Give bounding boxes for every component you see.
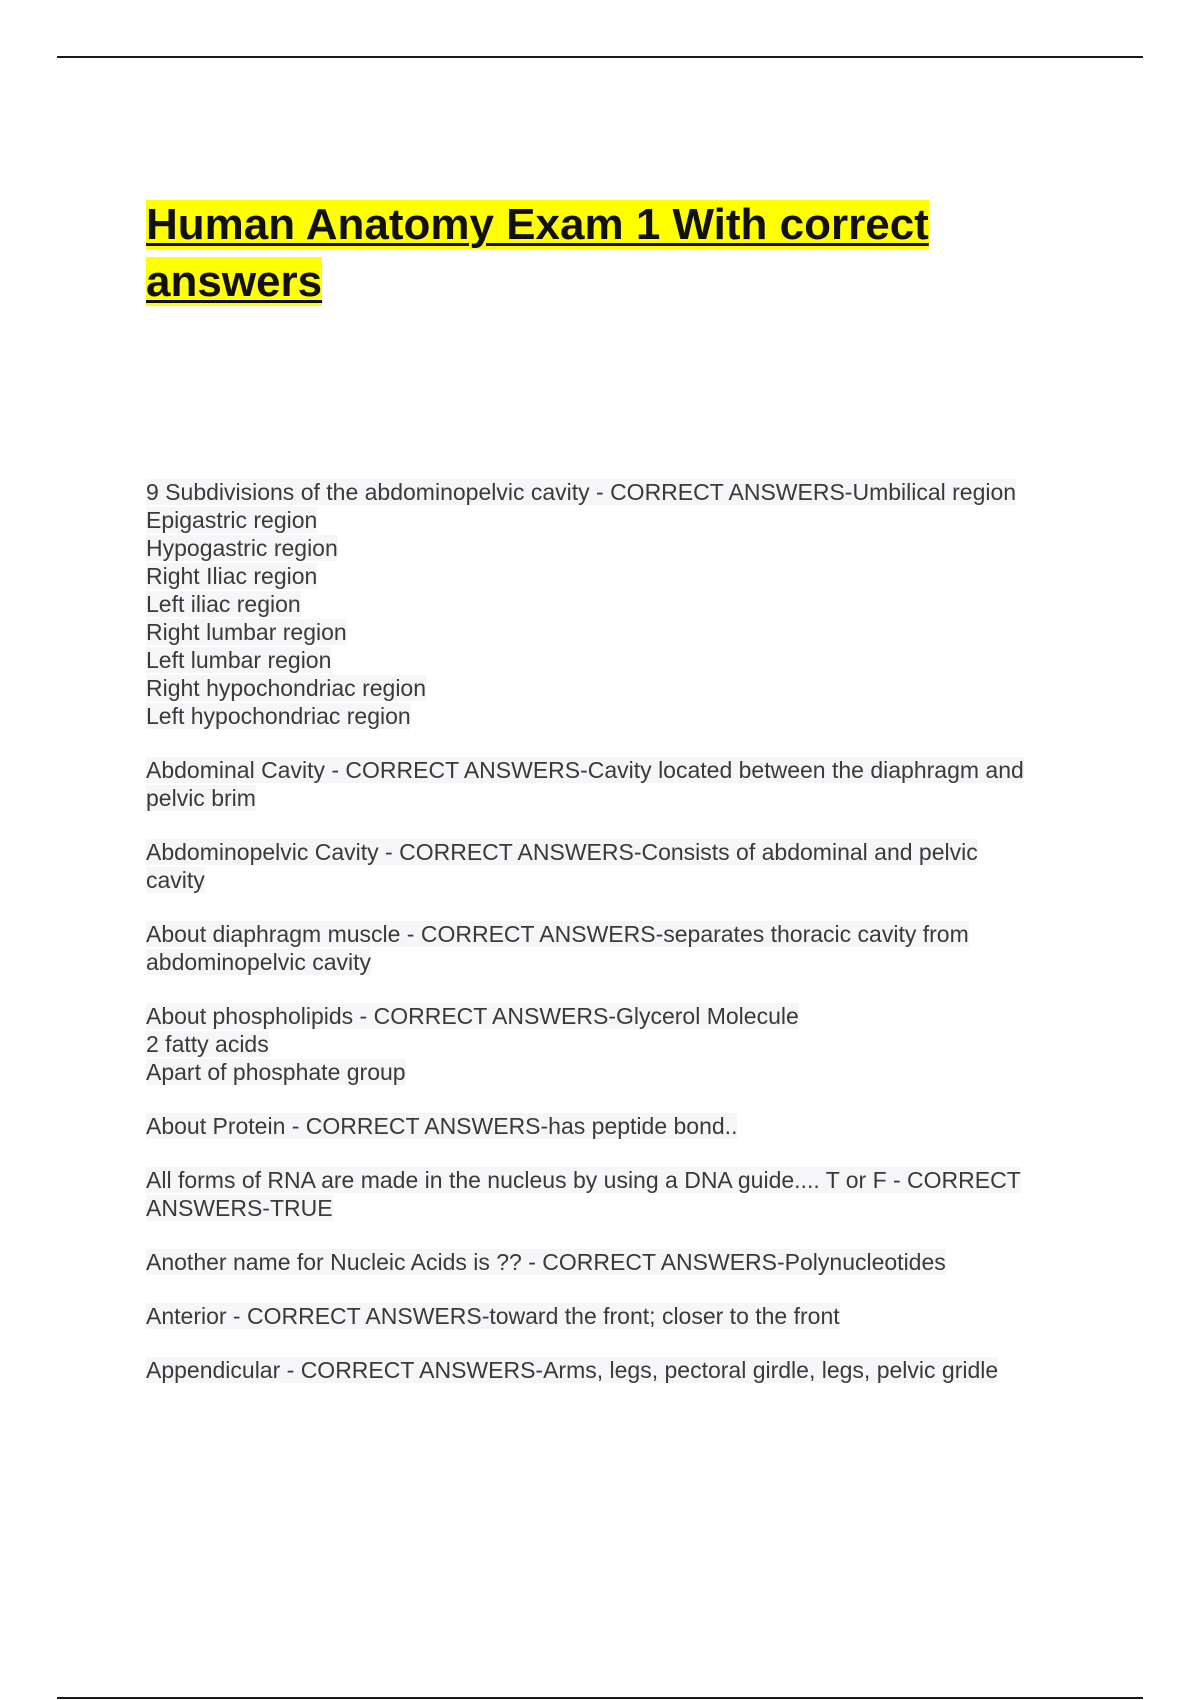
- entry-answer-line: [146, 702, 1086, 730]
- entry-text: Abdominopelvic Cavity - CORRECT ANSWERS-Consists of abdominal and pelvic: [146, 839, 978, 865]
- entry-question-line: [146, 756, 1086, 784]
- flashcard-entry: [146, 1302, 1086, 1330]
- entry-text: Hypogastric region: [146, 535, 338, 561]
- entry-text: Left lumbar region: [146, 647, 332, 673]
- flashcard-entry: [146, 920, 1086, 976]
- entry-text: Anterior - CORRECT ANSWERS-toward the front; closer to the front: [146, 1303, 840, 1329]
- entry-question-line: [146, 1166, 1086, 1194]
- entry-question-line: [146, 478, 1086, 506]
- entry-answer-line: [146, 562, 1086, 590]
- flashcard-entry: [146, 1248, 1086, 1276]
- entry-text: Left hypochondriac region: [146, 703, 411, 729]
- entry-answer-line: [146, 1030, 1086, 1058]
- entry-question-line: [146, 1002, 1086, 1030]
- entry-answer-line: [146, 1058, 1086, 1086]
- entry-answer-line: [146, 646, 1086, 674]
- flashcard-entry: [146, 838, 1086, 894]
- title-line-1: Human Anatomy Exam 1 With correct: [146, 200, 929, 249]
- entry-text: Right Iliac region: [146, 563, 318, 589]
- entry-question-line: [146, 920, 1086, 948]
- entry-text: Another name for Nucleic Acids is ?? - CORRECT ANSWERS-Polynucleotides: [146, 1249, 946, 1275]
- footer-rule: [57, 1697, 1143, 1699]
- entry-answer-line: [146, 1194, 1086, 1222]
- entry-text: Left iliac region: [146, 591, 301, 617]
- document-title: [146, 196, 1046, 310]
- entry-question-line: [146, 1112, 1086, 1140]
- title-line-2: answers: [146, 257, 323, 306]
- entry-question-line: [146, 1356, 1086, 1384]
- entry-answer-line: [146, 618, 1086, 646]
- flashcard-entry: [146, 756, 1086, 812]
- entry-answer-line: [146, 948, 1086, 976]
- entry-answer-line: [146, 590, 1086, 618]
- entry-answer-line: [146, 506, 1086, 534]
- flashcard-list: [146, 478, 1086, 1410]
- entry-text: Abdominal Cavity - CORRECT ANSWERS-Cavity located between the diaphragm and: [146, 757, 1024, 783]
- entry-text: About phospholipids - CORRECT ANSWERS-Glycerol Molecule: [146, 1003, 799, 1029]
- entry-answer-line: [146, 674, 1086, 702]
- entry-question-line: [146, 1302, 1086, 1330]
- entry-text: Appendicular - CORRECT ANSWERS-Arms, legs, pectoral girdle, legs, pelvic gridle: [146, 1357, 999, 1383]
- entry-text: Epigastric region: [146, 507, 318, 533]
- entry-text: About Protein - CORRECT ANSWERS-has peptide bond..: [146, 1113, 738, 1139]
- entry-text: Right hypochondriac region: [146, 675, 427, 701]
- entry-text: 9 Subdivisions of the abdominopelvic cavity - CORRECT ANSWERS-Umbilical region: [146, 479, 1017, 505]
- flashcard-entry: [146, 1002, 1086, 1086]
- entry-text: Apart of phosphate group: [146, 1059, 406, 1085]
- entry-answer-line: [146, 534, 1086, 562]
- header-rule: [57, 56, 1143, 58]
- entry-text: cavity: [146, 867, 205, 893]
- entry-question-line: [146, 1248, 1086, 1276]
- entry-text: 2 fatty acids: [146, 1031, 269, 1057]
- entry-answer-line: [146, 784, 1086, 812]
- entry-text: abdominopelvic cavity: [146, 949, 372, 975]
- flashcard-entry: [146, 478, 1086, 730]
- entry-text: ANSWERS-TRUE: [146, 1195, 333, 1221]
- flashcard-entry: [146, 1166, 1086, 1222]
- entry-text: pelvic brim: [146, 785, 256, 811]
- entry-answer-line: [146, 866, 1086, 894]
- flashcard-entry: [146, 1112, 1086, 1140]
- entry-text: All forms of RNA are made in the nucleus by using a DNA guide.... T or F - CORRECT: [146, 1167, 1021, 1193]
- flashcard-entry: [146, 1356, 1086, 1384]
- entry-text: About diaphragm muscle - CORRECT ANSWERS-separates thoracic cavity from: [146, 921, 969, 947]
- entry-text: Right lumbar region: [146, 619, 347, 645]
- entry-question-line: [146, 838, 1086, 866]
